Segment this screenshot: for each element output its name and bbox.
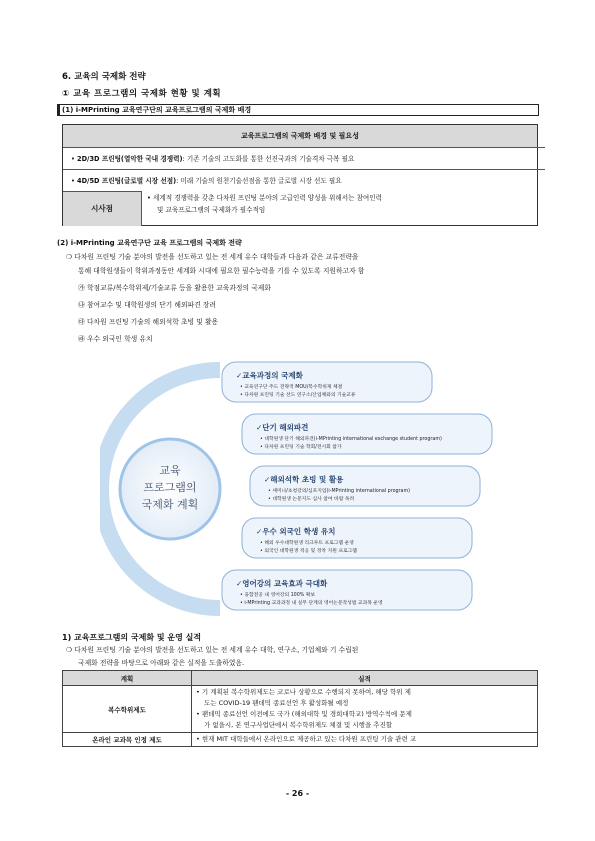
diagram-node-4-title: ✓우수 외국인 학생 유치 bbox=[256, 527, 336, 536]
strategy-item-1: ㉮ 학점교류/복수학위제/기술교류 등을 활용한 교육과정의 국제화 bbox=[78, 284, 271, 292]
diagram-node-4-item-1: • 해외 우수대학원생 리크루트 프로그램 운영 bbox=[260, 541, 354, 546]
diagram-node-1 bbox=[222, 362, 432, 402]
diagram-center-line-3: 국제화 계획 bbox=[141, 498, 199, 511]
diagram-node-1-title: ✓교육과정의 국제화 bbox=[236, 371, 303, 380]
diagram-node-1-item-2: • 다차원 프린팅 기술 선도 연구소/산업체와의 기술교류 bbox=[240, 393, 356, 398]
section3-intro-2: 국제화 전략을 바탕으로 아래와 같은 실적을 도출하였음. bbox=[78, 659, 245, 667]
diagram-node-5-item-1: • 융합전공 내 영어강의 100% 확보 bbox=[240, 593, 316, 598]
page-number: - 26 - bbox=[285, 789, 310, 798]
section3-intro-1: ❍ 다차원 프린팅 기술 분야의 발전을 선도하고 있는 전 세계 유수 대학, 연구소, 기업체와 기 수립된 bbox=[66, 646, 359, 654]
background-item-2-bold: 4D/5D 프린팅(글로벌 시장 선점) bbox=[77, 177, 177, 185]
diagram-node-5 bbox=[222, 570, 472, 610]
section3-title: 1) 교육프로그램의 국제화 및 운영 실적 bbox=[62, 633, 202, 642]
results-row-1-line-4: 가 없을시, 본 연구사업단에서 복수학위제도 체결 및 시행을 추진할 bbox=[204, 721, 393, 729]
background-item-2-text: : 미래 기술의 원천기술선점을 통한 글로벌 시장 선도 필요 bbox=[176, 177, 342, 185]
strategy-item-3: ㉰ 다차원 프린팅 기술의 해외석학 초빙 및 활용 bbox=[78, 318, 219, 326]
results-row-2-line-1: • 현재 MIT 대학들에서 온라인으로 제공하고 있는 다차원 프린팅 기술 관련 교 bbox=[196, 735, 417, 743]
strategy-intro-1: ❍ 다차원 프린팅 기술 분야의 발전을 선도하고 있는 전 세계 유수 대학들과 다음과 같은 교류전략을 bbox=[66, 253, 359, 261]
background-box-title: 교육프로그램의 국제화 배경 및 필요성 bbox=[63, 125, 537, 147]
section2-title: (2) i-MPrinting 교육연구단 교육 프로그램의 국제화 전략 bbox=[57, 239, 242, 247]
diagram-node-4-item-2: • 외국인 대학원생 적응 및 정착 지원 프로그램 bbox=[260, 549, 357, 554]
strategy-item-2: ㉯ 참여교수 및 대학원생의 단기 해외파견 장려 bbox=[78, 301, 216, 309]
results-row-1-line-2: 도는 COVID-19 팬데믹 종료선언 후 활성화될 예정 bbox=[204, 699, 349, 707]
implication-label: 시사점 bbox=[63, 191, 142, 226]
diagram-center-line-1: 교육 bbox=[159, 464, 181, 477]
diagram-node-4 bbox=[242, 518, 472, 558]
section1-title: (1) i-MPrinting 교육연구단의 교육프로그램의 국제화 배경 bbox=[57, 104, 539, 116]
table-row bbox=[63, 733, 538, 747]
background-item-1-text: : 기존 기술의 고도화를 통한 선진국과의 기술격차 극복 필요 bbox=[182, 155, 355, 163]
results-row-2-plan: 온라인 교과목 인정 제도 bbox=[63, 733, 192, 747]
strategy-intro-2: 통해 대학원생들이 학위과정동안 세계화 시대에 필요한 필수능력을 기를 수 있도록 지원하고자 함 bbox=[78, 267, 365, 275]
diagram-node-3 bbox=[250, 466, 480, 506]
diagram-node-2-title: ✓단기 해외파견 bbox=[256, 423, 309, 432]
strategy-diagram bbox=[100, 358, 500, 620]
diagram-center-line-2: 프로그램의 bbox=[143, 481, 197, 494]
diagram-node-1-item-1: • 교육연구단 주도 전략적 MOU/복수학위제 체결 bbox=[240, 385, 343, 390]
heading-2: ① 교육 프로그램의 국제화 현황 및 계획 bbox=[62, 89, 222, 99]
implication-line-2: 및 교육프로그램의 국제화가 필수적임 bbox=[157, 206, 266, 214]
diagram-node-5-title: ✓영어강의 교육효과 극대화 bbox=[236, 579, 328, 588]
table-row bbox=[63, 686, 538, 733]
results-table-header bbox=[63, 671, 538, 686]
diagram-node-2-item-2: • 다차원 프린팅 기술 학회/전시회 참가 bbox=[260, 445, 342, 450]
background-box bbox=[62, 124, 538, 226]
diagram-node-2 bbox=[242, 414, 492, 454]
diagram-node-3-item-1: • 세미나/초청강의/심포지엄(i-MPrinting international program) bbox=[268, 489, 411, 494]
background-item-1: • 2D/3D 프린팅(열악한 국내 경쟁력): 기존 기술의 고도화를 통한 선진국과의 기술격차 극복 필요 bbox=[63, 147, 545, 170]
results-row-1-plan: 복수학위제도 bbox=[63, 686, 192, 733]
results-row-1-result bbox=[192, 686, 538, 733]
results-row-1-line-1: • 기 계획된 복수학위제도는 코로나 상황으로 수행되지 못하여, 해당 학위 제 bbox=[196, 688, 411, 696]
diagram-node-5-item-2: • i-MPrinting 교과과정 내 실무 단계의 영어논문작성법 교과목 운영 bbox=[240, 601, 383, 606]
diagram-node-3-item-2: • 대학원생 논문지도 심사 참여 바람 독려 bbox=[268, 497, 355, 502]
background-item-1-bold: 2D/3D 프린팅(열악한 국내 경쟁력) bbox=[77, 155, 183, 163]
results-table bbox=[62, 670, 538, 747]
results-header-plan: 계획 bbox=[63, 671, 192, 686]
results-row-2-result bbox=[192, 733, 538, 747]
strategy-item-4: ㉱ 우수 외국인 학생 유치 bbox=[78, 335, 153, 343]
heading-1: 6. 교육의 국제화 전략 bbox=[62, 72, 146, 82]
results-header-result: 실적 bbox=[192, 671, 538, 686]
implication-line-1: • 세계적 경쟁력을 갖춘 다차원 프린팅 분야의 고급인력 양성을 위해서는 참여인력 bbox=[147, 194, 383, 202]
diagram-node-2-item-1: • 대학원생 단기 해외파견(i-MPrinting international exchange student program) bbox=[260, 437, 442, 442]
results-row-1-line-3: • 팬데믹 종료선언 이전에도 국가 (해외대학 및 경희대학교) 방역수칙에 문제 bbox=[196, 710, 412, 718]
background-item-2: • 4D/5D 프린팅(글로벌 시장 선점): 미래 기술의 원천기술선점을 통한 글로벌 시장 선도 필요 bbox=[63, 169, 545, 192]
diagram-node-3-title: ✓해외석학 초빙 및 활용 bbox=[264, 475, 344, 484]
